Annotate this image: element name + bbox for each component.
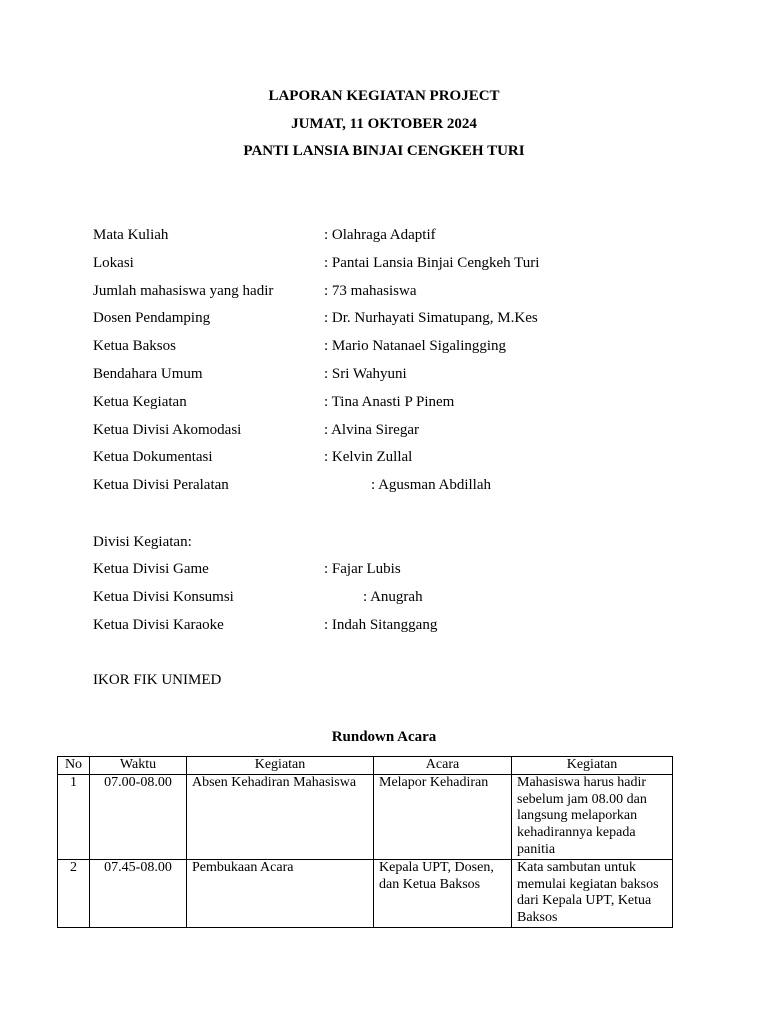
divisi-label: Ketua Divisi Konsumsi	[93, 588, 234, 605]
table-header-row	[58, 757, 673, 775]
info-label: Jumlah mahasiswa yang hadir	[93, 282, 274, 299]
info-value: : Mario Natanael Sigalingging	[324, 338, 507, 355]
info-label: Bendahara Umum	[93, 365, 203, 382]
info-label: Lokasi	[93, 254, 134, 271]
info-value: : Agusman Abdillah	[371, 477, 491, 494]
column-header-kegiatan: Kegiatan	[187, 757, 374, 775]
cell-no: 1	[58, 774, 90, 859]
info-value: : Tina Anasti P Pinem	[324, 393, 455, 410]
cell-kegiatan: Absen Kehadiran Mahasiswa	[187, 774, 374, 859]
table-row	[58, 859, 673, 927]
column-header-no: No	[58, 757, 90, 775]
report-location-title: PANTI LANSIA BINJAI CENGKEH TURI	[243, 143, 525, 159]
report-date: JUMAT, 11 OKTOBER 2024	[291, 115, 477, 132]
cell-acara: Kepala UPT, Dosen, dan Ketua Baksos	[374, 859, 512, 927]
divisi-label: Ketua Divisi Karaoke	[93, 616, 224, 633]
info-label: Mata Kuliah	[93, 227, 169, 243]
info-value: : Sri Wahyuni	[324, 365, 407, 382]
info-value: : Kelvin Zullal	[324, 449, 413, 466]
organization-name: IKOR FIK UNIMED	[93, 672, 222, 688]
rundown-table	[57, 756, 673, 928]
info-label: Ketua Divisi Peralatan	[93, 477, 229, 494]
info-label: Ketua Kegiatan	[93, 393, 187, 410]
cell-keterangan: Mahasiswa harus hadir sebelum jam 08.00 dan langsung melaporkan kehadirannya kepada panitia	[512, 774, 673, 859]
cell-waktu: 07.00-08.00	[90, 774, 187, 859]
rundown-title: Rundown Acara	[331, 729, 437, 745]
divisi-value: : Indah Sitanggang	[324, 616, 438, 633]
report-title: LAPORAN KEGIATAN PROJECT	[268, 88, 500, 104]
cell-no: 2	[58, 859, 90, 927]
info-value: : Pantai Lansia Binjai Cengkeh Turi	[324, 254, 540, 271]
info-value: : 73 mahasiswa	[324, 282, 417, 299]
report-title-block	[0, 86, 768, 169]
info-value: : Olahraga Adaptif	[324, 227, 436, 243]
column-header-acara: Acara	[374, 757, 512, 775]
cell-kegiatan: Pembukaan Acara	[187, 859, 374, 927]
info-label: Ketua Dokumentasi	[93, 449, 213, 466]
divisi-heading: Divisi Kegiatan:	[93, 534, 192, 550]
column-header-waktu: Waktu	[90, 757, 187, 775]
table-row	[58, 774, 673, 859]
divisi-value: : Fajar Lubis	[324, 561, 401, 577]
cell-acara: Melapor Kehadiran	[374, 774, 512, 859]
info-label: Ketua Baksos	[93, 338, 176, 355]
cell-waktu: 07.45-08.00	[90, 859, 187, 927]
cell-keterangan: Kata sambutan untuk memulai kegiatan baksos dari Kepala UPT, Ketua Baksos	[512, 859, 673, 927]
info-label: Dosen Pendamping	[93, 310, 211, 327]
info-value: : Alvina Siregar	[324, 421, 419, 438]
info-value: : Dr. Nurhayati Simatupang, M.Kes	[324, 310, 538, 327]
info-label: Ketua Divisi Akomodasi	[93, 421, 242, 438]
divisi-label: Ketua Divisi Game	[93, 561, 209, 577]
divisi-value: : Anugrah	[363, 588, 423, 605]
column-header-keterangan: Kegiatan	[512, 757, 673, 775]
